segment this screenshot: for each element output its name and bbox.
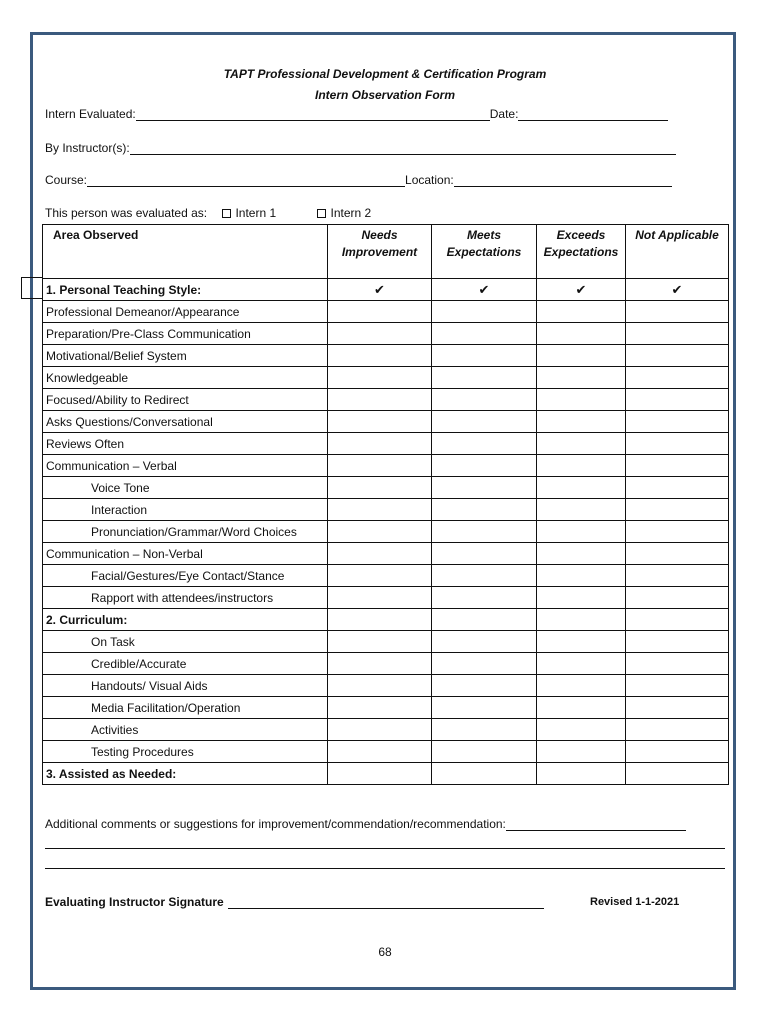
table-row (43, 719, 729, 741)
row-label: Facial/Gestures/Eye Contact/Stance (43, 565, 328, 587)
table-row (43, 411, 729, 433)
comments-row (45, 817, 686, 831)
date-label: Date: (489, 107, 519, 121)
exceeds-expectations-cell[interactable] (537, 477, 626, 499)
comments-line-2[interactable] (45, 848, 725, 849)
exceeds-expectations-cell[interactable] (537, 609, 626, 631)
not-applicable-cell[interactable] (626, 389, 729, 411)
comments-line-3[interactable] (45, 868, 725, 869)
header-meets-expectations: Meets Expectations (432, 225, 537, 279)
table-row (43, 521, 729, 543)
table-row (43, 697, 729, 719)
needs-improvement-cell[interactable]: ✔ (328, 279, 432, 301)
revised-date: Revised 1-1-2021 (590, 896, 680, 908)
row-label: 1. Personal Teaching Style: (43, 279, 328, 301)
table-row (43, 565, 729, 587)
not-applicable-cell[interactable] (626, 631, 729, 653)
row-label: On Task (43, 631, 328, 653)
not-applicable-cell[interactable] (626, 367, 729, 389)
meets-expectations-cell[interactable] (432, 433, 537, 455)
not-applicable-cell[interactable] (626, 455, 729, 477)
row-label: Handouts/ Visual Aids (43, 675, 328, 697)
exceeds-expectations-cell[interactable] (537, 741, 626, 763)
table-row (43, 675, 729, 697)
needs-improvement-cell[interactable] (328, 741, 432, 763)
table-row (43, 323, 729, 345)
table-row (43, 455, 729, 477)
exceeds-expectations-cell[interactable] (537, 653, 626, 675)
exceeds-expectations-cell[interactable] (537, 543, 626, 565)
location-label: Location: (405, 173, 454, 187)
row-label: Interaction (43, 499, 328, 521)
comments-label: Additional comments or suggestions for improvement/commendation/recommendation: (45, 817, 506, 831)
not-applicable-cell[interactable] (626, 521, 729, 543)
exceeds-expectations-cell[interactable] (537, 455, 626, 477)
needs-improvement-cell[interactable] (328, 389, 432, 411)
row-label: Credible/Accurate (43, 653, 328, 675)
not-applicable-cell[interactable] (626, 741, 729, 763)
table-row (43, 477, 729, 499)
form-subtitle: Intern Observation Form (314, 88, 456, 102)
intern-evaluated-field[interactable] (136, 108, 490, 121)
meets-expectations-cell[interactable] (432, 741, 537, 763)
needs-improvement-cell[interactable] (328, 631, 432, 653)
not-applicable-cell[interactable] (626, 301, 729, 323)
not-applicable-cell[interactable] (626, 411, 729, 433)
table-row (43, 367, 729, 389)
meets-expectations-cell[interactable] (432, 719, 537, 741)
not-applicable-cell[interactable] (626, 587, 729, 609)
row-label: 2. Curriculum: (43, 609, 328, 631)
location-field[interactable] (454, 174, 672, 187)
exceeds-expectations-cell[interactable] (537, 499, 626, 521)
page-number: 68 (378, 945, 392, 959)
not-applicable-cell[interactable] (626, 433, 729, 455)
exceeds-expectations-cell[interactable] (537, 631, 626, 653)
exceeds-expectations-cell[interactable]: ✔ (537, 279, 626, 301)
intern1-option[interactable] (222, 206, 280, 220)
table-row (43, 587, 729, 609)
not-applicable-cell[interactable] (626, 477, 729, 499)
not-applicable-cell[interactable] (626, 323, 729, 345)
row-label: Activities (43, 719, 328, 741)
meets-expectations-cell[interactable] (432, 389, 537, 411)
row-label: Pronunciation/Grammar/Word Choices (43, 521, 328, 543)
needs-improvement-cell[interactable] (328, 477, 432, 499)
row-label: Media Facilitation/Operation (43, 697, 328, 719)
intern1-label: Intern 1 (235, 206, 277, 220)
not-applicable-cell[interactable] (626, 543, 729, 565)
comments-field[interactable] (506, 818, 686, 831)
meets-expectations-cell[interactable] (432, 411, 537, 433)
meets-expectations-cell[interactable] (432, 631, 537, 653)
meets-expectations-cell[interactable] (432, 477, 537, 499)
not-applicable-cell[interactable] (626, 763, 729, 785)
header-not-applicable: Not Applicable (626, 225, 729, 279)
course-row (45, 173, 672, 187)
table-row (43, 279, 729, 301)
meets-expectations-cell[interactable] (432, 697, 537, 719)
row-label: Preparation/Pre-Class Communication (43, 323, 328, 345)
header-needs-improvement: Needs Improvement (328, 225, 432, 279)
table-header-row (43, 225, 729, 279)
exceeds-expectations-cell[interactable] (537, 411, 626, 433)
intern2-option[interactable] (317, 206, 375, 220)
section-bracket (21, 277, 43, 299)
meets-expectations-cell[interactable] (432, 675, 537, 697)
exceeds-expectations-cell[interactable] (537, 521, 626, 543)
by-instructor-field[interactable] (130, 142, 676, 155)
table-row (43, 301, 729, 323)
needs-improvement-cell[interactable] (328, 345, 432, 367)
table-row (43, 543, 729, 565)
not-applicable-cell[interactable] (626, 609, 729, 631)
needs-improvement-cell[interactable] (328, 675, 432, 697)
signature-label: Evaluating Instructor Signature (45, 895, 224, 909)
exceeds-expectations-cell[interactable] (537, 433, 626, 455)
not-applicable-cell[interactable] (626, 719, 729, 741)
needs-improvement-cell[interactable] (328, 609, 432, 631)
signature-row (45, 895, 544, 909)
form-title: TAPT Professional Development & Certification Program (223, 67, 547, 81)
exceeds-expectations-cell[interactable] (537, 367, 626, 389)
exceeds-expectations-cell[interactable] (537, 389, 626, 411)
row-label: Knowledgeable (43, 367, 328, 389)
row-label: 3. Assisted as Needed: (43, 763, 328, 785)
row-label: Rapport with attendees/instructors (43, 587, 328, 609)
date-field[interactable] (518, 108, 668, 121)
table-row (43, 433, 729, 455)
not-applicable-cell[interactable] (626, 499, 729, 521)
meets-expectations-cell[interactable] (432, 499, 537, 521)
intern2-checkbox[interactable] (317, 209, 326, 218)
needs-improvement-cell[interactable] (328, 653, 432, 675)
meets-expectations-cell[interactable] (432, 587, 537, 609)
needs-improvement-cell[interactable] (328, 719, 432, 741)
exceeds-expectations-cell[interactable] (537, 675, 626, 697)
meets-expectations-cell[interactable] (432, 345, 537, 367)
course-label: Course: (45, 173, 88, 187)
intern1-checkbox[interactable] (222, 209, 231, 218)
course-field[interactable] (87, 174, 405, 187)
meets-expectations-cell[interactable] (432, 367, 537, 389)
exceeds-expectations-cell[interactable] (537, 323, 626, 345)
row-label: Professional Demeanor/Appearance (43, 301, 328, 323)
meets-expectations-cell[interactable] (432, 763, 537, 785)
needs-improvement-cell[interactable] (328, 367, 432, 389)
meets-expectations-cell[interactable] (432, 565, 537, 587)
by-instructor-label: By Instructor(s): (45, 141, 130, 155)
needs-improvement-cell[interactable] (328, 543, 432, 565)
needs-improvement-cell[interactable] (328, 521, 432, 543)
needs-improvement-cell[interactable] (328, 433, 432, 455)
not-applicable-cell[interactable] (626, 697, 729, 719)
needs-improvement-cell[interactable] (328, 323, 432, 345)
not-applicable-cell[interactable] (626, 653, 729, 675)
table-row (43, 763, 729, 785)
meets-expectations-cell[interactable] (432, 323, 537, 345)
table-row (43, 499, 729, 521)
exceeds-expectations-cell[interactable] (537, 345, 626, 367)
needs-improvement-cell[interactable] (328, 455, 432, 477)
meets-expectations-cell[interactable] (432, 609, 537, 631)
evaluated-as-label: This person was evaluated as: (45, 206, 208, 220)
needs-improvement-cell[interactable] (328, 697, 432, 719)
not-applicable-cell[interactable] (626, 675, 729, 697)
table-row (43, 653, 729, 675)
table-row (43, 345, 729, 367)
meets-expectations-cell[interactable] (432, 543, 537, 565)
meets-expectations-cell[interactable] (432, 455, 537, 477)
table-row (43, 389, 729, 411)
row-label: Motivational/Belief System (43, 345, 328, 367)
row-label: Asks Questions/Conversational (43, 411, 328, 433)
meets-expectations-cell[interactable] (432, 301, 537, 323)
row-label: Testing Procedures (43, 741, 328, 763)
needs-improvement-cell[interactable] (328, 587, 432, 609)
header-area-observed: Area Observed (43, 225, 328, 279)
intern-evaluated-row (45, 107, 668, 121)
evaluated-as-row (45, 206, 379, 220)
exceeds-expectations-cell[interactable] (537, 301, 626, 323)
row-label: Voice Tone (43, 477, 328, 499)
not-applicable-cell[interactable]: ✔ (626, 279, 729, 301)
intern-evaluated-label: Intern Evaluated: (45, 107, 136, 121)
table-row (43, 631, 729, 653)
intern2-label: Intern 2 (330, 206, 372, 220)
meets-expectations-cell[interactable]: ✔ (432, 279, 537, 301)
meets-expectations-cell[interactable] (432, 521, 537, 543)
row-label: Communication – Non-Verbal (43, 543, 328, 565)
exceeds-expectations-cell[interactable] (537, 565, 626, 587)
exceeds-expectations-cell[interactable] (537, 763, 626, 785)
exceeds-expectations-cell[interactable] (537, 587, 626, 609)
header-exceeds-expectations: Exceeds Expectations (537, 225, 626, 279)
needs-improvement-cell[interactable] (328, 499, 432, 521)
table-row (43, 609, 729, 631)
needs-improvement-cell[interactable] (328, 763, 432, 785)
table-row (43, 741, 729, 763)
needs-improvement-cell[interactable] (328, 301, 432, 323)
not-applicable-cell[interactable] (626, 565, 729, 587)
observation-table (42, 224, 729, 785)
row-label: Focused/Ability to Redirect (43, 389, 328, 411)
not-applicable-cell[interactable] (626, 345, 729, 367)
meets-expectations-cell[interactable] (432, 653, 537, 675)
exceeds-expectations-cell[interactable] (537, 697, 626, 719)
row-label: Reviews Often (43, 433, 328, 455)
signature-field[interactable] (228, 896, 544, 909)
needs-improvement-cell[interactable] (328, 411, 432, 433)
exceeds-expectations-cell[interactable] (537, 719, 626, 741)
needs-improvement-cell[interactable] (328, 565, 432, 587)
row-label: Communication – Verbal (43, 455, 328, 477)
by-instructor-row (45, 141, 676, 155)
